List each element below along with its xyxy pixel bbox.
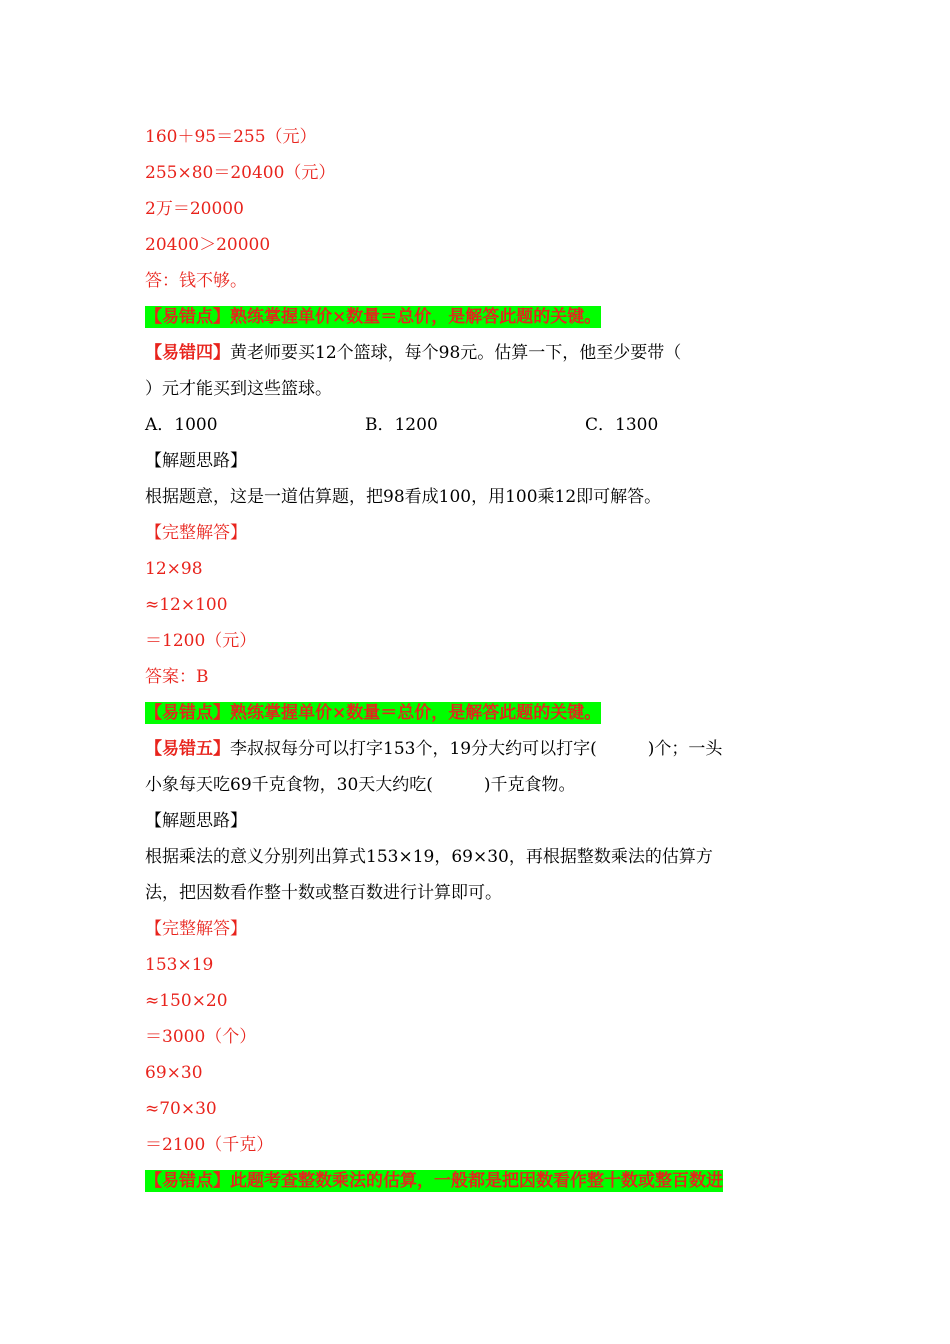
tip-line: [145, 695, 805, 731]
question-5-text: 李叔叔每分可以打字153个，19分大约可以打字( )个；一头: [230, 739, 723, 759]
solution-line: 160＋95＝255（元）: [145, 127, 317, 147]
question-4-tag: 【易错四】: [145, 343, 230, 363]
solution-title: 【完整解答】: [145, 919, 247, 939]
solution-line: 69×30: [145, 1063, 203, 1083]
tip-line: [145, 1163, 805, 1199]
solution-line: ＝3000（个）: [145, 1027, 257, 1047]
idea-text: 根据题意，这是一道估算题，把98看成100，用100乘12即可解答。: [145, 487, 662, 507]
tip-highlight: 【易错点】熟练掌握单价×数量＝总价，是解答此题的关键。: [145, 307, 602, 327]
idea-title: 【解题思路】: [145, 451, 247, 471]
solution-line: ≈150×20: [145, 991, 228, 1011]
question-4-line-1: [145, 335, 805, 371]
solution-line: 2万＝20000: [145, 199, 244, 219]
solution-line: 12×98: [145, 559, 203, 579]
idea-text: 法，把因数看作整十数或整百数进行计算即可。: [145, 883, 502, 903]
solution-line: 153×19: [145, 955, 214, 975]
question-4-options: [145, 407, 805, 443]
document-page: [145, 119, 805, 1199]
solution-line: ≈12×100: [145, 595, 228, 615]
question-4-line-2: ）元才能买到这些篮球。: [145, 379, 332, 399]
question-5-line-2: 小象每天吃69千克食物，30天大约吃( )千克食物。: [145, 775, 576, 795]
question-5-tag: 【易错五】: [145, 739, 230, 759]
solution-line: ＝1200（元）: [145, 631, 257, 651]
answer-line: 答案：B: [145, 667, 209, 687]
solution-line: ≈70×30: [145, 1099, 217, 1119]
solution-line: ＝2100（千克）: [145, 1135, 274, 1155]
solution-title: 【完整解答】: [145, 523, 247, 543]
option-a: A．1000: [145, 415, 218, 435]
tip-line: [145, 299, 805, 335]
option-c: C．1300: [585, 415, 659, 435]
idea-title: 【解题思路】: [145, 811, 247, 831]
question-4-text: 黄老师要买12个篮球，每个98元。估算一下，他至少要带（: [230, 343, 682, 363]
tip-highlight: 【易错点】此题考查整数乘法的估算，一般都是把因数看作整十数或整百数进: [145, 1171, 723, 1191]
answer-line: 答：钱不够。: [145, 271, 247, 291]
tip-highlight: 【易错点】熟练掌握单价×数量＝总价，是解答此题的关键。: [145, 703, 602, 723]
solution-line: 20400＞20000: [145, 235, 271, 255]
idea-text: 根据乘法的意义分别列出算式153×19，69×30，再根据整数乘法的估算方: [145, 847, 713, 867]
option-b: B．1200: [365, 415, 438, 435]
question-5-line-1: [145, 731, 805, 767]
solution-line: 255×80＝20400（元）: [145, 163, 336, 183]
